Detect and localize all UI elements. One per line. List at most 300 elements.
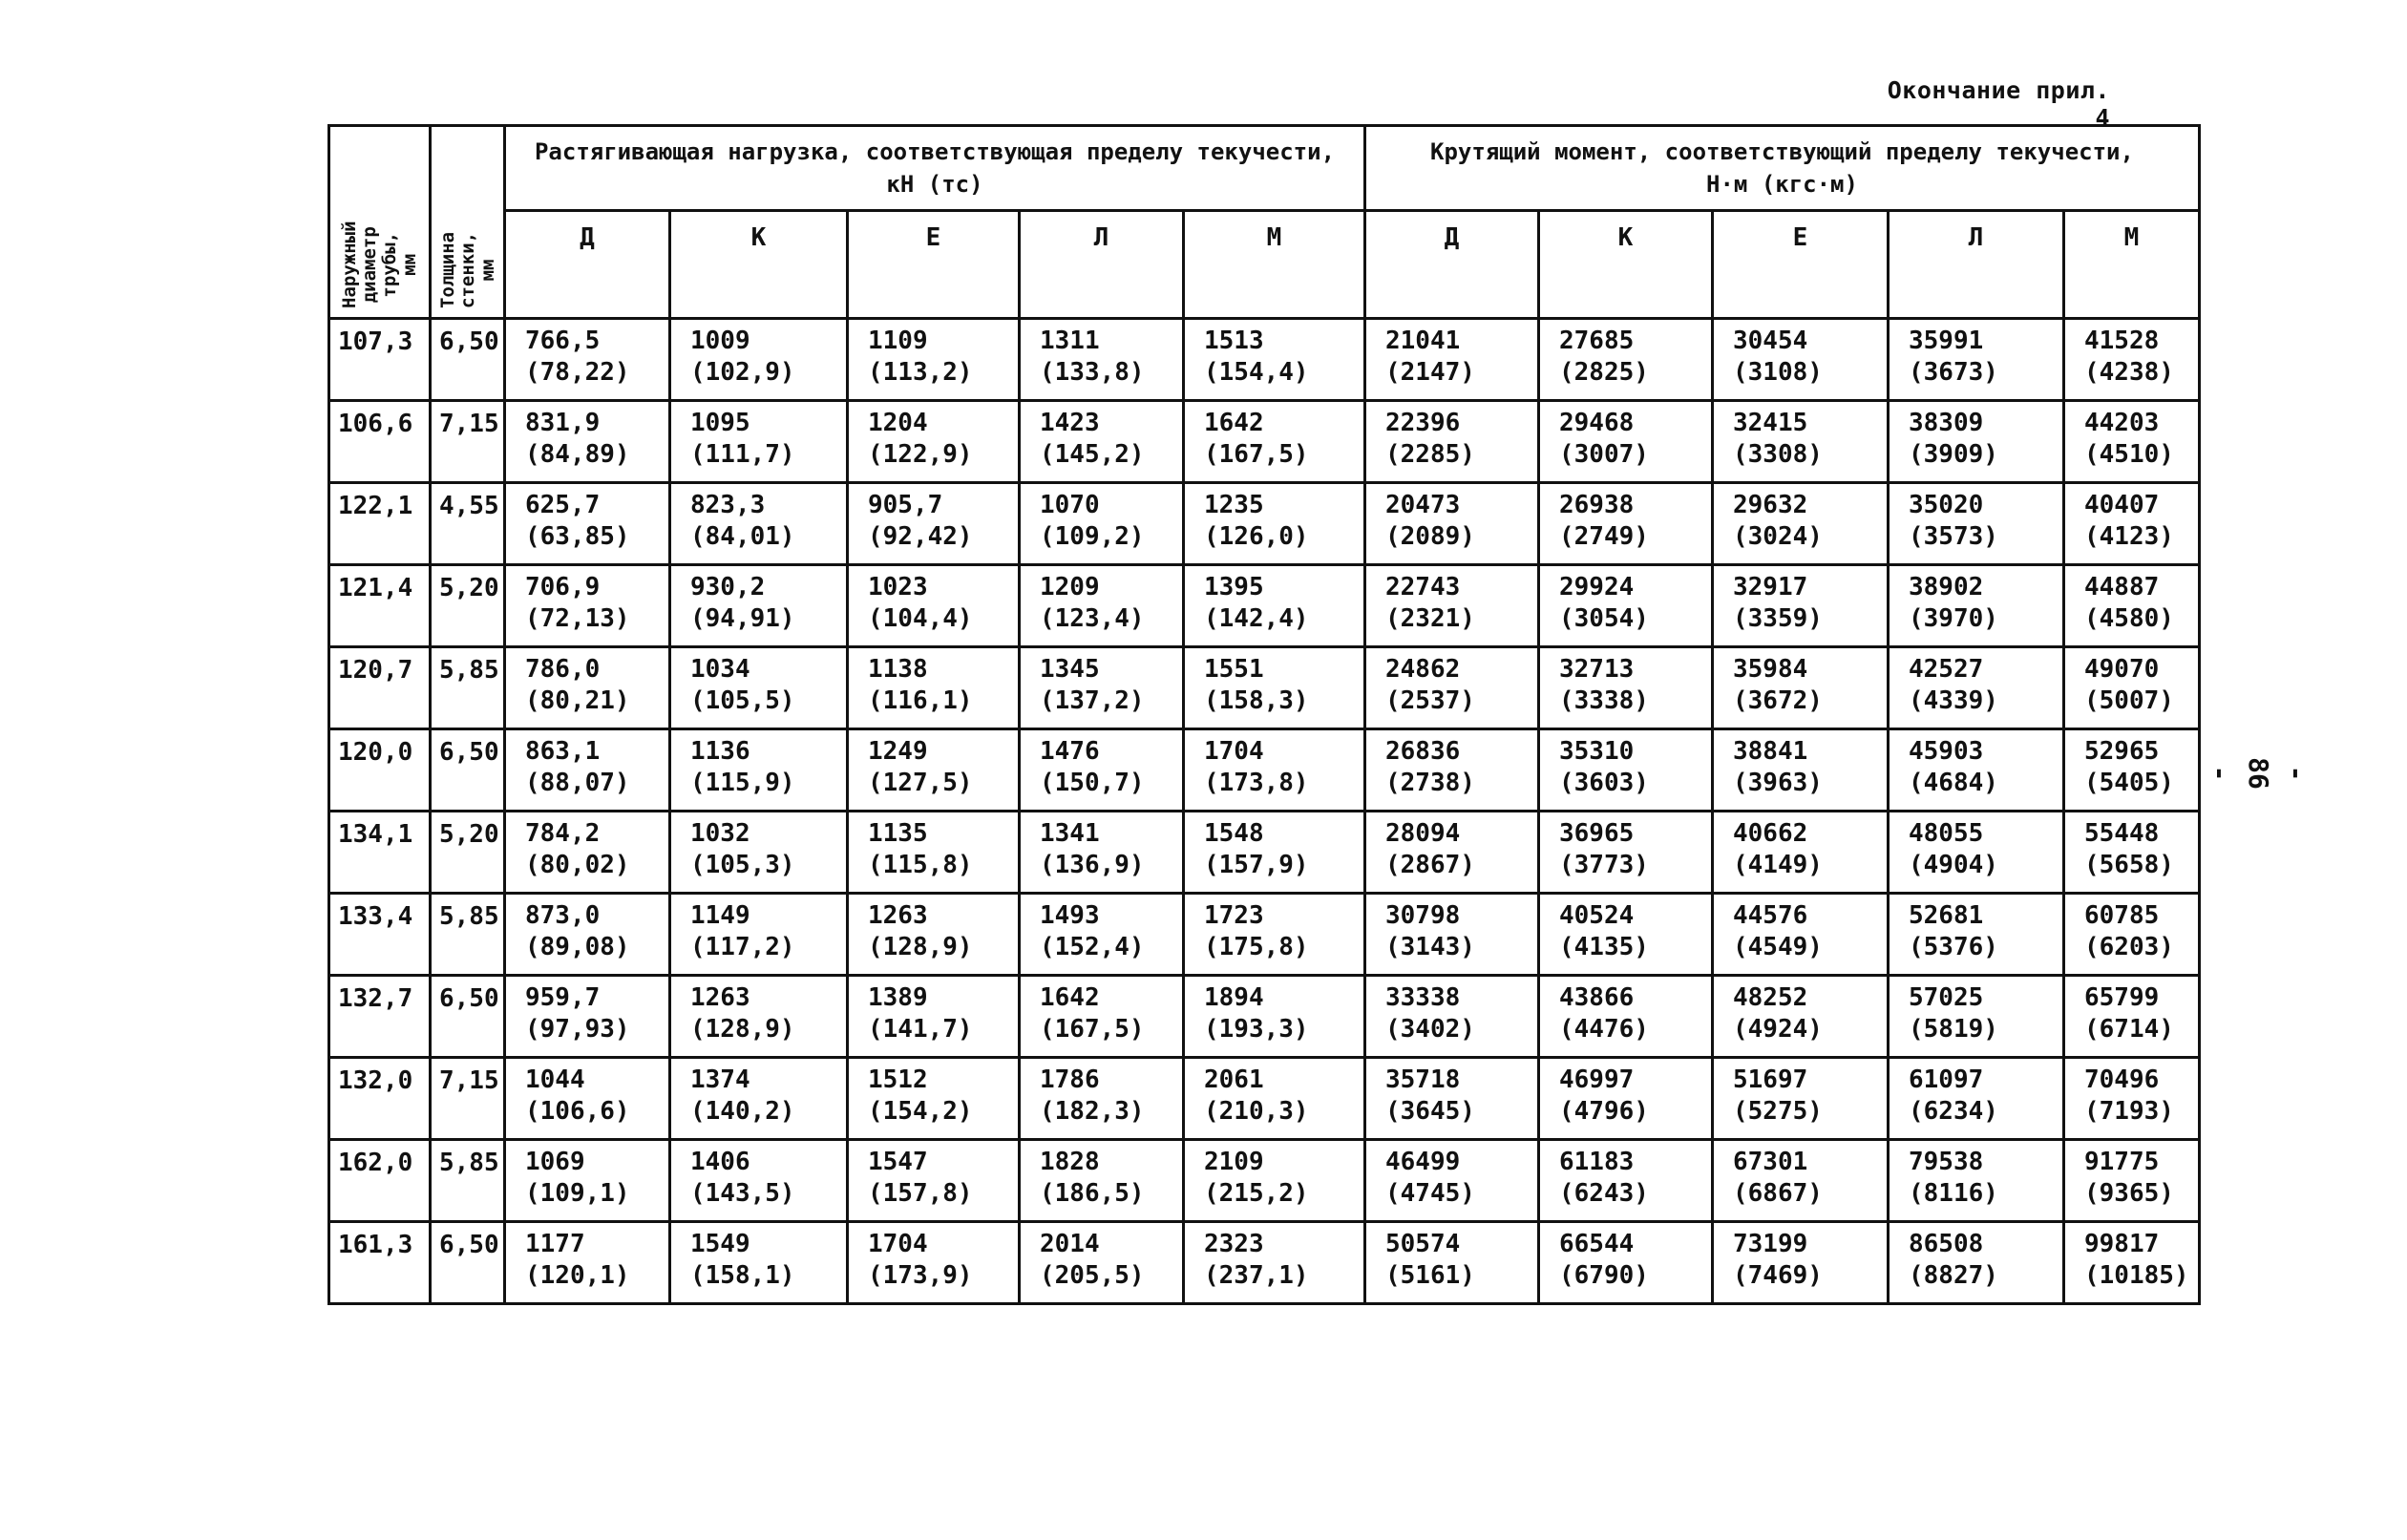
value-kgfm: (2749) xyxy=(1559,522,1649,551)
value-kn: 1136 xyxy=(690,737,750,766)
value-nm: 35991 xyxy=(1909,327,1984,355)
value-nm: 38309 xyxy=(1909,409,1984,437)
tension-value-cell xyxy=(1184,812,1365,894)
value-kgfm: (2285) xyxy=(1385,440,1475,469)
tension-value-cell xyxy=(505,1140,670,1222)
value-kgfm: (6867) xyxy=(1733,1179,1823,1208)
header-outer-diameter: Наружный диаметр трубы, мм xyxy=(329,126,431,319)
tension-value-cell xyxy=(670,565,848,647)
value-tf: (109,1) xyxy=(525,1179,630,1208)
value-tf: (102,9) xyxy=(690,358,795,387)
pipe-strength-table xyxy=(327,124,2201,1305)
value-kn: 1249 xyxy=(868,737,928,766)
tension-value-cell xyxy=(848,401,1020,483)
torque-value-cell xyxy=(2064,565,2200,647)
torque-value-cell xyxy=(1539,894,1713,976)
value-kgfm: (3645) xyxy=(1385,1097,1475,1126)
value-kn: 1704 xyxy=(1204,737,1264,766)
value-tf: (127,5) xyxy=(868,769,973,797)
outer-diameter-cell: 162,0 xyxy=(329,1140,431,1222)
value-tf: (133,8) xyxy=(1040,358,1145,387)
outer-diameter-cell: 121,4 xyxy=(329,565,431,647)
value-nm: 44887 xyxy=(2084,573,2160,601)
torque-grade-header: Л xyxy=(1889,211,2064,319)
tension-grade-header: Д xyxy=(505,211,670,319)
value-nm: 65799 xyxy=(2084,983,2160,1012)
tension-value-cell xyxy=(848,319,1020,401)
value-kn: 1032 xyxy=(690,819,750,848)
value-kgfm: (2321) xyxy=(1385,604,1475,633)
value-kgfm: (4580) xyxy=(2084,604,2174,633)
value-kn: 1109 xyxy=(868,327,928,355)
value-tf: (115,8) xyxy=(868,851,973,879)
value-nm: 40407 xyxy=(2084,491,2160,519)
outer-diameter-cell: 133,4 xyxy=(329,894,431,976)
outer-diameter-cell: 134,1 xyxy=(329,812,431,894)
value-tf: (193,3) xyxy=(1204,1015,1309,1044)
value-nm: 27685 xyxy=(1559,327,1635,355)
tension-value-cell xyxy=(1020,1222,1184,1304)
value-nm: 30798 xyxy=(1385,901,1461,930)
value-kn: 905,7 xyxy=(868,491,943,519)
value-tf: (215,2) xyxy=(1204,1179,1309,1208)
value-nm: 30454 xyxy=(1733,327,1808,355)
value-nm: 38841 xyxy=(1733,737,1808,766)
value-kgfm: (7193) xyxy=(2084,1097,2174,1126)
value-kn: 2323 xyxy=(1204,1230,1264,1258)
torque-value-cell xyxy=(1889,812,2064,894)
torque-value-cell xyxy=(1539,319,1713,401)
tension-value-cell xyxy=(848,647,1020,729)
tension-value-cell xyxy=(1020,483,1184,565)
value-nm: 46997 xyxy=(1559,1065,1635,1094)
value-kn: 1395 xyxy=(1204,573,1264,601)
torque-value-cell xyxy=(2064,729,2200,812)
value-kn: 1345 xyxy=(1040,655,1100,684)
outer-diameter-cell: 161,3 xyxy=(329,1222,431,1304)
table-body xyxy=(329,319,2200,1304)
value-kn: 1476 xyxy=(1040,737,1100,766)
value-kgfm: (5007) xyxy=(2084,686,2174,715)
tension-value-cell xyxy=(670,647,848,729)
tension-value-cell xyxy=(670,1140,848,1222)
value-tf: (105,5) xyxy=(690,686,795,715)
table-header xyxy=(329,126,2200,319)
value-tf: (173,9) xyxy=(868,1261,973,1290)
value-nm: 32415 xyxy=(1733,409,1808,437)
value-kgfm: (3673) xyxy=(1909,358,1998,387)
torque-value-cell xyxy=(1889,401,2064,483)
value-tf: (120,1) xyxy=(525,1261,630,1290)
tension-value-cell xyxy=(670,319,848,401)
torque-value-cell xyxy=(1889,729,2064,812)
torque-grade-header: М xyxy=(2064,211,2200,319)
value-kn: 1235 xyxy=(1204,491,1264,519)
tension-value-cell xyxy=(505,401,670,483)
torque-value-cell xyxy=(1889,565,2064,647)
torque-value-cell xyxy=(1889,647,2064,729)
torque-value-cell xyxy=(1365,647,1539,729)
value-kn: 1786 xyxy=(1040,1065,1100,1094)
value-kn: 1177 xyxy=(525,1230,585,1258)
appendix-caption: Окончание прил. 4 xyxy=(1887,76,2110,132)
value-kgfm: (3402) xyxy=(1385,1015,1475,1044)
value-kgfm: (6203) xyxy=(2084,933,2174,961)
value-kn: 1423 xyxy=(1040,409,1100,437)
tension-value-cell xyxy=(505,729,670,812)
value-nm: 35718 xyxy=(1385,1065,1461,1094)
value-kn: 2014 xyxy=(1040,1230,1100,1258)
value-nm: 36965 xyxy=(1559,819,1635,848)
tension-value-cell xyxy=(1184,483,1365,565)
value-kn: 1263 xyxy=(690,983,750,1012)
value-kn: 1034 xyxy=(690,655,750,684)
tension-value-cell xyxy=(1020,976,1184,1058)
outer-diameter-cell: 132,7 xyxy=(329,976,431,1058)
value-kgfm: (6243) xyxy=(1559,1179,1649,1208)
value-kgfm: (4123) xyxy=(2084,522,2174,551)
tension-value-cell xyxy=(505,1058,670,1140)
value-tf: (143,5) xyxy=(690,1179,795,1208)
value-nm: 35020 xyxy=(1909,491,1984,519)
table-row xyxy=(329,401,2200,483)
torque-value-cell xyxy=(1539,483,1713,565)
value-kgfm: (4510) xyxy=(2084,440,2174,469)
tension-value-cell xyxy=(1020,565,1184,647)
value-kn: 1389 xyxy=(868,983,928,1012)
value-kn: 786,0 xyxy=(525,655,601,684)
tension-value-cell xyxy=(1184,401,1365,483)
torque-value-cell xyxy=(2064,976,2200,1058)
torque-value-cell xyxy=(1365,565,1539,647)
tension-value-cell xyxy=(505,647,670,729)
value-kn: 1023 xyxy=(868,573,928,601)
value-kgfm: (9365) xyxy=(2084,1179,2174,1208)
value-tf: (80,02) xyxy=(525,851,630,879)
value-nm: 86508 xyxy=(1909,1230,1984,1258)
value-kn: 625,7 xyxy=(525,491,601,519)
torque-grade-header: Д xyxy=(1365,211,1539,319)
tension-value-cell xyxy=(1020,894,1184,976)
value-tf: (97,93) xyxy=(525,1015,630,1044)
value-tf: (157,9) xyxy=(1204,851,1309,879)
value-nm: 20473 xyxy=(1385,491,1461,519)
torque-value-cell xyxy=(1713,729,1889,812)
torque-value-cell xyxy=(1889,1222,2064,1304)
torque-value-cell xyxy=(2064,894,2200,976)
tension-value-cell xyxy=(670,1222,848,1304)
page-number: - 86 - xyxy=(2205,757,2312,790)
value-kgfm: (3603) xyxy=(1559,769,1649,797)
value-tf: (158,1) xyxy=(690,1261,795,1290)
value-tf: (167,5) xyxy=(1204,440,1309,469)
torque-value-cell xyxy=(1889,483,2064,565)
value-kgfm: (8116) xyxy=(1909,1179,1998,1208)
header-torque: Крутящий момент, соответствующий пределу текучести, Н·м (кгс·м) xyxy=(1365,126,2200,211)
value-nm: 45903 xyxy=(1909,737,1984,766)
value-nm: 35310 xyxy=(1559,737,1635,766)
torque-value-cell xyxy=(1539,401,1713,483)
value-kgfm: (10185) xyxy=(2084,1261,2189,1290)
value-kn: 1406 xyxy=(690,1148,750,1176)
value-kgfm: (5161) xyxy=(1385,1261,1475,1290)
tension-value-cell xyxy=(1020,1140,1184,1222)
tension-value-cell xyxy=(670,812,848,894)
torque-value-cell xyxy=(1889,976,2064,1058)
value-tf: (117,2) xyxy=(690,933,795,961)
outer-diameter-cell: 120,7 xyxy=(329,647,431,729)
value-kn: 2061 xyxy=(1204,1065,1264,1094)
value-nm: 26938 xyxy=(1559,491,1635,519)
value-kgfm: (4476) xyxy=(1559,1015,1649,1044)
value-nm: 73199 xyxy=(1733,1230,1808,1258)
wall-thickness-cell: 7,15 xyxy=(431,1058,505,1140)
value-nm: 55448 xyxy=(2084,819,2160,848)
table-row xyxy=(329,647,2200,729)
value-kgfm: (4684) xyxy=(1909,769,1998,797)
value-kn: 1138 xyxy=(868,655,928,684)
value-nm: 29924 xyxy=(1559,573,1635,601)
value-kn: 1548 xyxy=(1204,819,1264,848)
value-kn: 1311 xyxy=(1040,327,1100,355)
value-kgfm: (2089) xyxy=(1385,522,1475,551)
value-nm: 29632 xyxy=(1733,491,1808,519)
outer-diameter-cell: 107,3 xyxy=(329,319,431,401)
value-kgfm: (5275) xyxy=(1733,1097,1823,1126)
value-kn: 2109 xyxy=(1204,1148,1264,1176)
torque-value-cell xyxy=(1539,565,1713,647)
torque-value-cell xyxy=(2064,483,2200,565)
tension-value-cell xyxy=(1020,319,1184,401)
value-kn: 930,2 xyxy=(690,573,766,601)
value-kn: 863,1 xyxy=(525,737,601,766)
value-tf: (63,85) xyxy=(525,522,630,551)
value-kgfm: (4924) xyxy=(1733,1015,1823,1044)
value-tf: (142,4) xyxy=(1204,604,1309,633)
value-kgfm: (5819) xyxy=(1909,1015,1998,1044)
wall-thickness-cell: 5,85 xyxy=(431,1140,505,1222)
outer-diameter-cell: 120,0 xyxy=(329,729,431,812)
value-kgfm: (2867) xyxy=(1385,851,1475,879)
value-nm: 38902 xyxy=(1909,573,1984,601)
torque-value-cell xyxy=(1365,1058,1539,1140)
value-kn: 1704 xyxy=(868,1230,928,1258)
tension-value-cell xyxy=(848,894,1020,976)
torque-value-cell xyxy=(1539,647,1713,729)
value-kn: 959,7 xyxy=(525,983,601,1012)
value-kgfm: (4549) xyxy=(1733,933,1823,961)
tension-value-cell xyxy=(1184,647,1365,729)
tension-value-cell xyxy=(505,319,670,401)
value-tf: (157,8) xyxy=(868,1179,973,1208)
torque-value-cell xyxy=(1539,812,1713,894)
value-kgfm: (6234) xyxy=(1909,1097,1998,1126)
wall-thickness-cell: 5,85 xyxy=(431,894,505,976)
tension-value-cell xyxy=(670,483,848,565)
value-nm: 50574 xyxy=(1385,1230,1461,1258)
value-kgfm: (3359) xyxy=(1733,604,1823,633)
value-tf: (115,9) xyxy=(690,769,795,797)
value-kn: 1642 xyxy=(1040,983,1100,1012)
tension-value-cell xyxy=(1184,729,1365,812)
torque-value-cell xyxy=(1713,401,1889,483)
wall-thickness-cell: 5,20 xyxy=(431,565,505,647)
torque-value-cell xyxy=(1365,976,1539,1058)
torque-value-cell xyxy=(1365,894,1539,976)
value-kn: 1894 xyxy=(1204,983,1264,1012)
value-nm: 40662 xyxy=(1733,819,1808,848)
value-nm: 22743 xyxy=(1385,573,1461,601)
value-tf: (128,9) xyxy=(868,933,973,961)
value-kgfm: (4796) xyxy=(1559,1097,1649,1126)
value-tf: (122,9) xyxy=(868,440,973,469)
torque-value-cell xyxy=(1539,729,1713,812)
torque-value-cell xyxy=(2064,1222,2200,1304)
table-row xyxy=(329,976,2200,1058)
torque-value-cell xyxy=(1889,319,2064,401)
value-kgfm: (4149) xyxy=(1733,851,1823,879)
value-tf: (152,4) xyxy=(1040,933,1145,961)
torque-value-cell xyxy=(1713,976,1889,1058)
value-kgfm: (2825) xyxy=(1559,358,1649,387)
table-row xyxy=(329,894,2200,976)
tension-value-cell xyxy=(670,894,848,976)
value-nm: 49070 xyxy=(2084,655,2160,684)
value-tf: (137,2) xyxy=(1040,686,1145,715)
torque-value-cell xyxy=(2064,319,2200,401)
value-kn: 1642 xyxy=(1204,409,1264,437)
table-row xyxy=(329,1058,2200,1140)
value-nm: 28094 xyxy=(1385,819,1461,848)
value-kn: 1723 xyxy=(1204,901,1264,930)
value-nm: 29468 xyxy=(1559,409,1635,437)
value-kn: 1828 xyxy=(1040,1148,1100,1176)
value-kn: 1551 xyxy=(1204,655,1264,684)
value-kn: 1513 xyxy=(1204,327,1264,355)
table-row xyxy=(329,1140,2200,1222)
wall-thickness-cell: 5,85 xyxy=(431,647,505,729)
value-nm: 43866 xyxy=(1559,983,1635,1012)
tension-value-cell xyxy=(848,1058,1020,1140)
value-kn: 784,2 xyxy=(525,819,601,848)
outer-diameter-cell: 132,0 xyxy=(329,1058,431,1140)
torque-value-cell xyxy=(1539,976,1713,1058)
tension-value-cell xyxy=(848,812,1020,894)
value-kgfm: (6790) xyxy=(1559,1261,1649,1290)
value-nm: 67301 xyxy=(1733,1148,1808,1176)
torque-value-cell xyxy=(1365,483,1539,565)
value-tf: (84,01) xyxy=(690,522,795,551)
torque-value-cell xyxy=(2064,401,2200,483)
value-tf: (158,3) xyxy=(1204,686,1309,715)
value-kgfm: (3054) xyxy=(1559,604,1649,633)
tension-value-cell xyxy=(1184,1222,1365,1304)
value-nm: 99817 xyxy=(2084,1230,2160,1258)
value-kn: 1070 xyxy=(1040,491,1100,519)
value-kn: 1374 xyxy=(690,1065,750,1094)
value-nm: 32713 xyxy=(1559,655,1635,684)
tension-value-cell xyxy=(1184,565,1365,647)
value-kgfm: (4339) xyxy=(1909,686,1998,715)
value-kgfm: (5405) xyxy=(2084,769,2174,797)
value-kn: 706,9 xyxy=(525,573,601,601)
tension-value-cell xyxy=(848,729,1020,812)
value-kn: 1512 xyxy=(868,1065,928,1094)
torque-value-cell xyxy=(1713,647,1889,729)
wall-thickness-cell: 6,50 xyxy=(431,976,505,1058)
value-kn: 1341 xyxy=(1040,819,1100,848)
tension-value-cell xyxy=(1020,1058,1184,1140)
value-tf: (116,1) xyxy=(868,686,973,715)
value-tf: (175,8) xyxy=(1204,933,1309,961)
torque-value-cell xyxy=(1713,1140,1889,1222)
wall-thickness-cell: 7,15 xyxy=(431,401,505,483)
value-kgfm: (3007) xyxy=(1559,440,1649,469)
value-nm: 44576 xyxy=(1733,901,1808,930)
value-kgfm: (2147) xyxy=(1385,358,1475,387)
value-nm: 42527 xyxy=(1909,655,1984,684)
value-kgfm: (5658) xyxy=(2084,851,2174,879)
value-nm: 48055 xyxy=(1909,819,1984,848)
outer-diameter-cell: 122,1 xyxy=(329,483,431,565)
torque-value-cell xyxy=(1365,1222,1539,1304)
torque-value-cell xyxy=(1365,401,1539,483)
value-nm: 60785 xyxy=(2084,901,2160,930)
torque-value-cell xyxy=(1365,812,1539,894)
torque-value-cell xyxy=(2064,1058,2200,1140)
wall-thickness-cell: 6,50 xyxy=(431,729,505,812)
table-row xyxy=(329,729,2200,812)
value-nm: 46499 xyxy=(1385,1148,1461,1176)
torque-value-cell xyxy=(1365,729,1539,812)
tension-value-cell xyxy=(848,1140,1020,1222)
torque-value-cell xyxy=(2064,1140,2200,1222)
tension-value-cell xyxy=(670,976,848,1058)
torque-value-cell xyxy=(1713,1222,1889,1304)
torque-value-cell xyxy=(1713,894,1889,976)
value-tf: (88,07) xyxy=(525,769,630,797)
value-kgfm: (8827) xyxy=(1909,1261,1998,1290)
value-kgfm: (2738) xyxy=(1385,769,1475,797)
tension-value-cell xyxy=(848,565,1020,647)
header-tension-load: Растягивающая нагрузка, соответствующая пределу текучести, кН (тс) xyxy=(505,126,1365,211)
tension-value-cell xyxy=(670,401,848,483)
torque-value-cell xyxy=(1539,1058,1713,1140)
value-tf: (145,2) xyxy=(1040,440,1145,469)
value-tf: (154,4) xyxy=(1204,358,1309,387)
value-tf: (154,2) xyxy=(868,1097,973,1126)
tension-value-cell xyxy=(505,1222,670,1304)
tension-value-cell xyxy=(670,729,848,812)
value-tf: (92,42) xyxy=(868,522,973,551)
value-kgfm: (4238) xyxy=(2084,358,2174,387)
value-nm: 41528 xyxy=(2084,327,2160,355)
torque-grade-header: К xyxy=(1539,211,1713,319)
torque-value-cell xyxy=(1365,319,1539,401)
value-tf: (141,7) xyxy=(868,1015,973,1044)
torque-value-cell xyxy=(2064,812,2200,894)
tension-value-cell xyxy=(1184,894,1365,976)
torque-value-cell xyxy=(1713,319,1889,401)
value-kn: 1493 xyxy=(1040,901,1100,930)
value-tf: (126,0) xyxy=(1204,522,1309,551)
tension-value-cell xyxy=(1184,976,1365,1058)
tension-value-cell xyxy=(1020,647,1184,729)
torque-value-cell xyxy=(1713,1058,1889,1140)
value-kgfm: (3108) xyxy=(1733,358,1823,387)
value-nm: 32917 xyxy=(1733,573,1808,601)
tension-value-cell xyxy=(1020,729,1184,812)
